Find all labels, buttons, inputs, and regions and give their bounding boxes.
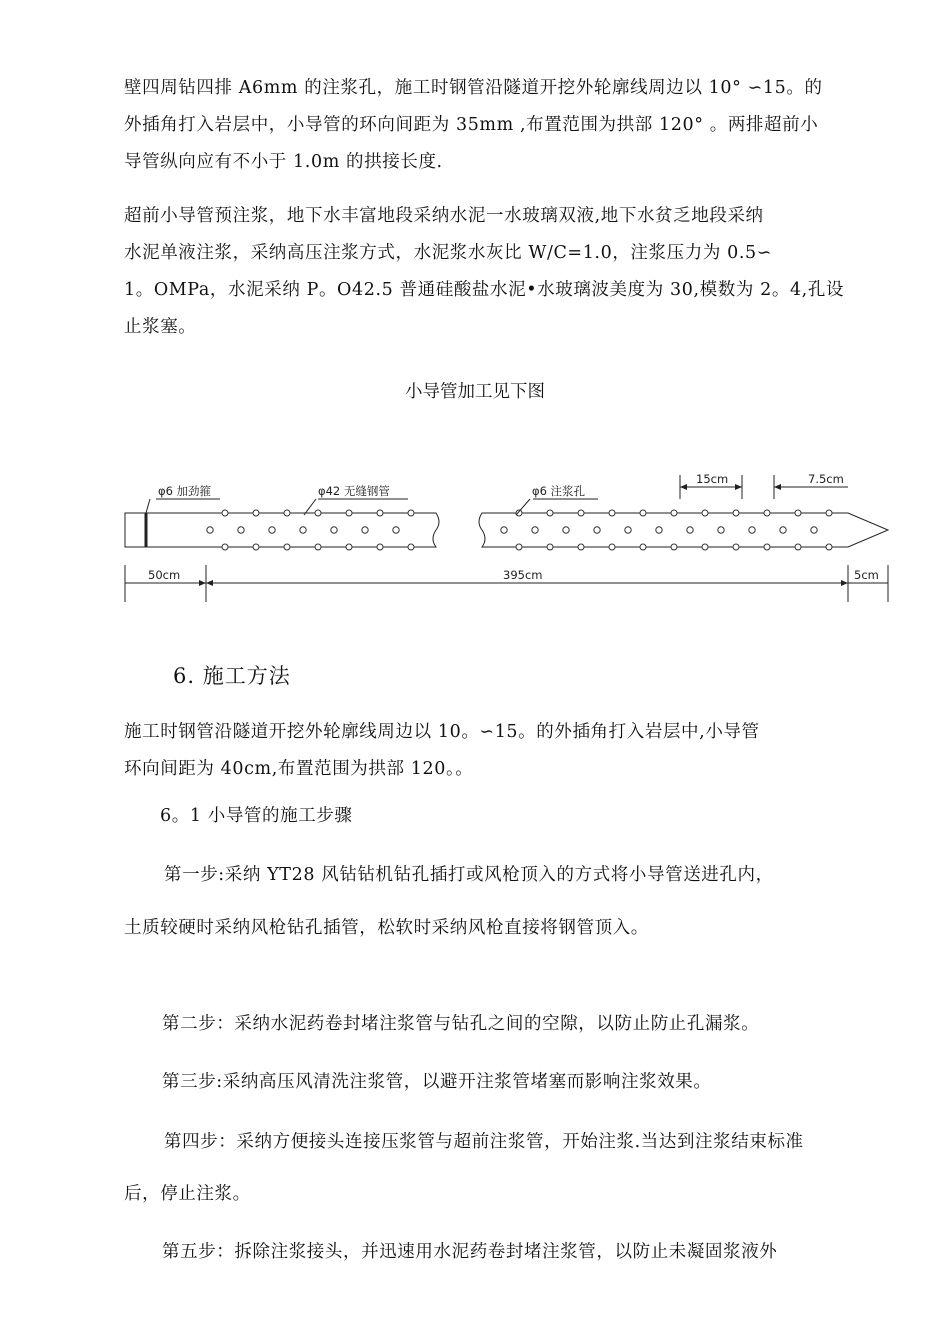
top-notch-mark (702, 510, 708, 516)
text-line: 超前小导管预注浆，地下水丰富地段采纳水泥一水玻璃双液,地下水贫乏地段采纳 (124, 206, 764, 226)
label-tip-spacing: 7.5cm (808, 472, 844, 486)
text-line: 土质较硬时采纳风枪钻孔插管，松软时采纳风枪直接将钢管顶入。 (124, 918, 649, 938)
step-4-cont (124, 1176, 854, 1213)
grout-hole-mark (238, 527, 244, 533)
grout-hole-mark (207, 527, 213, 533)
step-5 (162, 1234, 852, 1271)
text-line: 第一步:采纳 YT28 风钻钻机钻孔插打或风枪顶入的方式将小导管送进孔内， (164, 865, 774, 885)
top-notch-mark (578, 510, 584, 516)
paragraph-pre-grouting (124, 198, 854, 346)
top-notch-mark (222, 510, 228, 516)
bottom-notch-mark (795, 544, 801, 550)
grout-hole-mark (393, 527, 399, 533)
bottom-notch-mark (315, 544, 321, 550)
top-notch-mark (640, 510, 646, 516)
label-spacing: 15cm (696, 472, 729, 486)
sub-heading (160, 798, 760, 835)
text-line: 水泥单液注浆，采纳高压注浆方式，水泥浆水灰比 W/C=1.0，注浆压力为 0.5∽ (124, 243, 772, 263)
step-2 (162, 1006, 852, 1043)
grout-hole-mark (625, 527, 631, 533)
text-line: 第五步：拆除注浆接头，并迅速用水泥药卷封堵注浆管，以防止未凝固浆液外 (162, 1242, 778, 1262)
paragraph-method (124, 714, 854, 788)
top-notch-mark (346, 510, 352, 516)
bottom-notch-mark (671, 544, 677, 550)
grout-hole-mark (780, 527, 786, 533)
pipe-end-cap (125, 513, 147, 547)
bottom-notch-mark (764, 544, 770, 550)
label-mid-length: 395cm (503, 568, 543, 582)
figure-caption: 小导管加工见下图 (405, 382, 545, 402)
pipe-notches (222, 510, 832, 550)
bottom-notch-mark (284, 544, 290, 550)
grout-hole-mark (300, 527, 306, 533)
top-notch-mark (733, 510, 739, 516)
bottom-notch-mark (516, 544, 522, 550)
bottom-notch-mark (222, 544, 228, 550)
text-line: 环向间距为 40cm,布置范围为拱部 120。。 (124, 759, 474, 779)
grout-hole-mark (811, 527, 817, 533)
label-stiffener: φ6 加劲箍 (158, 484, 212, 498)
label-tip-length: 5cm (854, 568, 879, 582)
bottom-notch-mark (609, 544, 615, 550)
top-notch-mark (315, 510, 321, 516)
text-line: 施工时钢管沿隧道开挖外轮廓线周边以 10。∽15。的外插角打入岩层中,小导管 (124, 722, 760, 742)
top-notch-mark (671, 510, 677, 516)
text-line: 外插角打入岩层中，小导管的环向间距为 35mm ,布置范围为拱部 120° 。两排超前小 (124, 115, 819, 135)
top-notch-mark (764, 510, 770, 516)
grout-holes (207, 527, 817, 533)
grout-hole-mark (718, 527, 724, 533)
text-line: 导管纵向应有不小于 1.0m 的拱接长度. (124, 152, 443, 172)
grout-hole-mark (687, 527, 693, 533)
grout-hole-mark (501, 527, 507, 533)
top-notch-mark (408, 510, 414, 516)
step-1 (164, 857, 854, 894)
bottom-notch-mark (377, 544, 383, 550)
label-pipe: φ42 无缝钢管 (318, 484, 390, 498)
paragraph-grout-holes (124, 70, 854, 181)
top-notch-mark (609, 510, 615, 516)
text-line: 1。OMPa，水泥采纳 P。O42.5 普通硅酸盐水泥•水玻璃波美度为 30,模数为 2。4,孔设 (124, 280, 845, 300)
section-heading: 6. 施工方法 (173, 664, 291, 688)
grout-hole-mark (749, 527, 755, 533)
top-notch-mark (826, 510, 832, 516)
bottom-notch-mark (346, 544, 352, 550)
text-line: 第四步：采纳方便接头连接压浆管与超前注浆管，开始注浆.当达到注浆结束标准 (164, 1132, 804, 1152)
bottom-notch-mark (578, 544, 584, 550)
bottom-notch-mark (547, 544, 553, 550)
top-notch-mark (253, 510, 259, 516)
grout-hole-mark (594, 527, 600, 533)
grout-hole-mark (331, 527, 337, 533)
bottom-notch-mark (408, 544, 414, 550)
conduit-diagram (118, 455, 898, 615)
grout-hole-mark (532, 527, 538, 533)
bottom-notch-mark (702, 544, 708, 550)
pipe-segment-right (479, 513, 888, 547)
text-line: 止浆塞。 (124, 317, 197, 337)
label-grout-hole: φ6 注浆孔 (532, 484, 586, 498)
step-4 (164, 1124, 854, 1161)
sub-heading-text: 6。1 小导管的施工步骤 (160, 806, 353, 826)
grout-hole-mark (656, 527, 662, 533)
top-notch-mark (284, 510, 290, 516)
pipe-segment-left (147, 513, 439, 547)
bottom-notch-mark (640, 544, 646, 550)
top-notch-mark (795, 510, 801, 516)
text-line: 第三步:采纳高压风清洗注浆管，以避开注浆管堵塞而影响注浆效果。 (162, 1072, 712, 1092)
top-notch-mark (377, 510, 383, 516)
bottom-notch-mark (826, 544, 832, 550)
grout-hole-mark (362, 527, 368, 533)
top-notch-mark (547, 510, 553, 516)
bottom-notch-mark (253, 544, 259, 550)
step-3 (162, 1064, 852, 1101)
step-1-cont (124, 910, 854, 947)
text-line: 第二步：采纳水泥药卷封堵注浆管与钻孔之间的空隙，以防止防止孔漏浆。 (162, 1014, 760, 1034)
grout-hole-mark (269, 527, 275, 533)
grout-hole-mark (563, 527, 569, 533)
text-line: 壁四周钻四排 A6mm 的注浆孔，施工时钢管沿隧道开挖外轮廓线周边以 10° ∽15。的 (124, 78, 823, 98)
bottom-notch-mark (733, 544, 739, 550)
text-line: 后，停止注浆。 (124, 1184, 251, 1204)
label-left-length: 50cm (148, 568, 181, 582)
